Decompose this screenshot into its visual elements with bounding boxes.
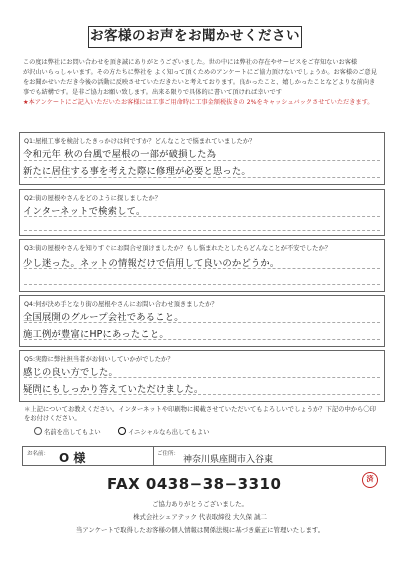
- name-label: お名前：: [27, 451, 50, 457]
- page-title: お客様のお声をお聞かせください: [88, 26, 302, 48]
- name-address-box: [22, 446, 386, 466]
- question-box-q3: [19, 239, 385, 292]
- address-label: ご住所：: [157, 451, 180, 457]
- option-initial-ok[interactable]: [118, 427, 209, 436]
- company-text: 株式会社シェアテック 代表取締役 大久保 誠二: [133, 513, 267, 521]
- thanks-text: ご協力ありがとうございました。: [152, 500, 248, 508]
- option-label: 名前を出してもよい: [44, 429, 101, 436]
- radio-circle-icon-selected[interactable]: [118, 427, 126, 435]
- intro-line: をお聞かせいただき今後の活動に反映させていただきたいと考えております。良かったこと、嬉しかったことなどよりな前向き: [23, 79, 376, 86]
- question-label: Q1:屋根工事を検討したきっかけは何ですか？どんなことで悩まれていましたか？: [24, 138, 256, 145]
- intro-line: が沢山いらっしゃいます。その方たちに弊社を よく知って頂くためのアンケートにご協力頂けないでしょうか。お客様のご意見: [23, 69, 377, 76]
- privacy-text: 当アンケートで取得したお客様の個人情報は関係法規に基づき厳正に管理いたします。: [75, 526, 325, 534]
- question-box-q1: [19, 132, 385, 185]
- consent-line: をお付けください。: [24, 415, 81, 422]
- question-label: Q5:実際に弊社担当者がお伺いしていかがでしたか？: [24, 356, 174, 363]
- intro-line: この度は弊社にお問い合わせを頂き誠にありがとうございました。世の中には弊社の存在やサービスをご存知ないお客様: [23, 59, 358, 66]
- radio-circle-icon[interactable]: [34, 427, 42, 435]
- question-label: Q3:街の屋根やさんを知りすぐにお問合せ頂けましたか？もし悩まれたとしたらどんなことが不安でしたか？: [24, 245, 332, 252]
- question-box-q4: [19, 295, 385, 347]
- question-label: Q2:街の屋根やさんをどのように探しましたか？: [24, 195, 162, 202]
- address-value: 神奈川県座間市入谷東: [183, 455, 274, 465]
- stamp-seal: 済: [362, 472, 378, 488]
- answer-line: [24, 230, 380, 231]
- cashback-note: ★本アンケートにご記入いただいたお客様には工事ご用命時に工事金額税抜きの 2%をキャッシュバックさせていただきます。: [23, 99, 374, 106]
- question-box-q2: [19, 189, 385, 236]
- consent-text: [24, 405, 386, 423]
- fax-number: FAX 0438−38−3310: [107, 475, 282, 493]
- answer-line: [24, 177, 380, 178]
- answer-line: [24, 160, 380, 161]
- intro-text: [23, 58, 383, 108]
- answer-text: 疑問にもしっかり答えていただけました。: [23, 384, 204, 395]
- answer-text: 全国展開のグループ会社であること。: [23, 312, 184, 323]
- answer-text: インターネットで検索して。: [23, 206, 146, 217]
- option-label: イニシャルなら出してもよい: [128, 429, 210, 436]
- question-box-q5: [19, 350, 385, 402]
- name-value: O 様: [59, 451, 86, 465]
- answer-line: [24, 284, 380, 285]
- consent-line: ＊上記についてお教えください。インターネットや印刷物に掲載させていただいてもよろしいでしょうか？下記の中から〇印: [24, 406, 376, 413]
- answer-text: 施工例が豊富にHPにあったこと。: [23, 329, 169, 340]
- answer-text: 感じの良い方でした。: [23, 367, 118, 378]
- answer-text: 新たに居住する事を考えた際に修理が必要と思った。: [23, 166, 251, 177]
- question-label: Q4:何が決め手となり街の屋根やさんにお問い合わせ頂きましたか？: [24, 301, 218, 308]
- answer-text: 令和元年 秋の台風で屋根の一部が破損した為: [23, 149, 217, 160]
- option-name-ok[interactable]: [34, 427, 101, 436]
- divider: [153, 447, 154, 465]
- intro-line: 事でも結構です。是非ご協力お願い致します。出来る限りで具体的に書いて頂ければ幸いです: [23, 89, 282, 96]
- answer-text: 少し迷った。ネットの情報だけで信用して良いのかどうか。: [23, 258, 280, 269]
